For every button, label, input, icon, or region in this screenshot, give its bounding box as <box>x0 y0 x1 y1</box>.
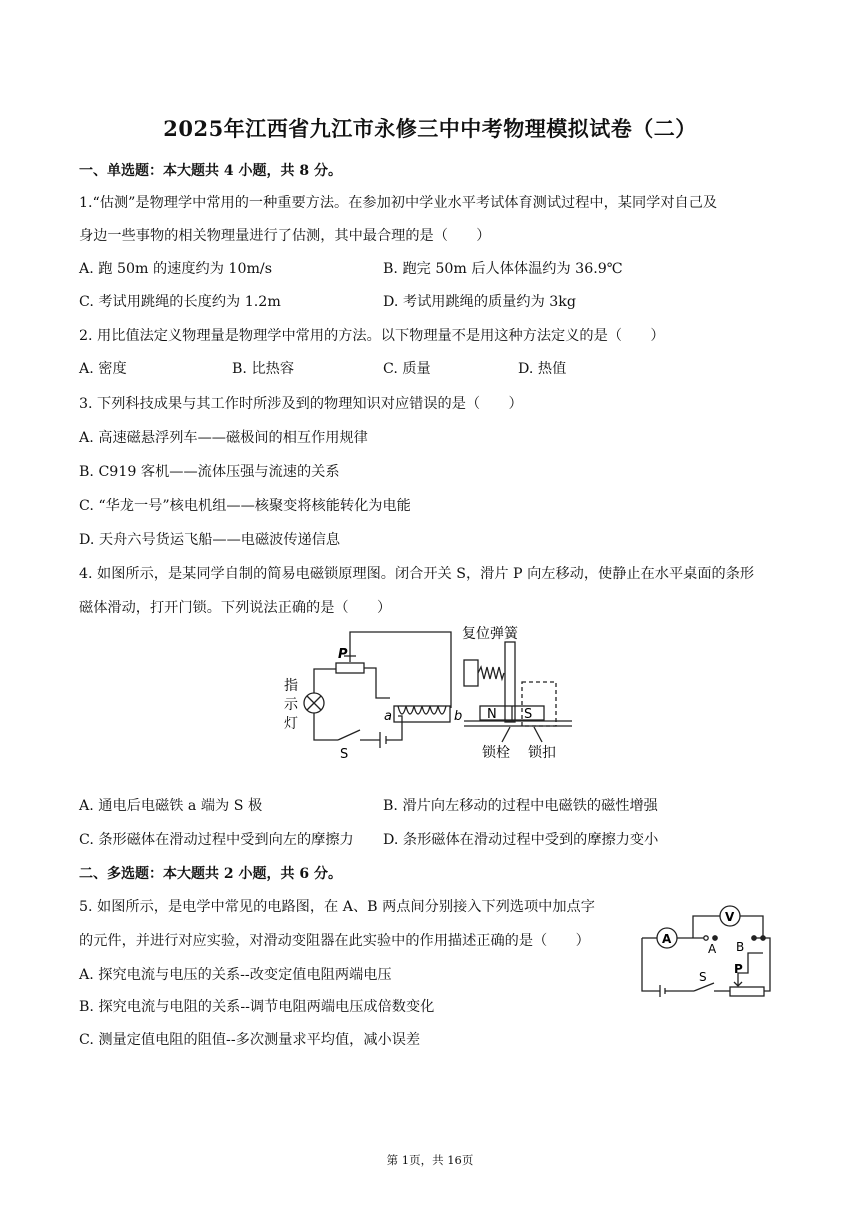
q4-option-d[interactable]: D. 条形磁体在滑动过程中受到的摩擦力变小 <box>383 832 659 848</box>
q5-option-c[interactable]: C. 测量定值电阻的阻值--多次测量求平均值，减小误差 <box>79 1032 421 1048</box>
fig4-lamp-label-2: 示 <box>284 697 298 713</box>
q4-stem-line1: 4. 如图所示，是某同学自制的简易电磁锁原理图。闭合开关 S，滑片 P 向左移动，使静止在水平桌面的条形 <box>79 566 755 582</box>
fig4-n-pole: N <box>487 707 497 722</box>
q5-stem-line1: 5. 如图所示，是电学中常见的电路图，在 A、B 两点间分别接入下列选项中加点字 <box>79 899 595 915</box>
fig5-point-a: A <box>708 942 717 956</box>
q4-stem-line2: 磁体滑动，打开门锁。下列说法正确的是（ ） <box>79 600 392 616</box>
fig4-p-label: P <box>338 647 348 662</box>
fig4-lamp-label-3: 灯 <box>284 716 298 732</box>
fig5-ammeter: A <box>662 932 672 946</box>
q5-stem-line2: 的元件，并进行对应实验，对滑动变阻器在此实验中的作用描述正确的是（ ） <box>79 933 590 949</box>
fig4-spring-label: 复位弹簧 <box>462 626 518 642</box>
q2-option-b[interactable]: B. 比热容 <box>232 361 295 377</box>
section-heading-1: 一、单选题：本大题共 4 小题，共 8 分。 <box>79 163 342 179</box>
q1-option-b[interactable]: B. 跑完 50m 后人体体温约为 36.9℃ <box>383 261 623 277</box>
q2-option-a[interactable]: A. 密度 <box>79 361 127 377</box>
electromagnetic-lock-figure <box>276 620 596 770</box>
q3-option-b[interactable]: B. C919 客机——流体压强与流速的关系 <box>79 464 340 480</box>
q5-option-a[interactable]: A. 探究电流与电压的关系--改变定值电阻两端电压 <box>79 967 392 983</box>
fig5-switch: S <box>699 970 707 984</box>
fig4-switch-label: S <box>340 747 349 762</box>
q3-option-d[interactable]: D. 天舟六号货运飞船——电磁波传递信息 <box>79 532 341 548</box>
q4-option-c[interactable]: C. 条形磁体在滑动过程中受到向左的摩擦力 <box>79 832 354 848</box>
q3-option-c[interactable]: C. “华龙一号”核电机组——核聚变将核能转化为电能 <box>79 498 411 514</box>
q1-option-a[interactable]: A. 跑 50m 的速度约为 10m/s <box>79 261 272 277</box>
q2-option-d[interactable]: D. 热值 <box>518 361 567 377</box>
fig4-buckle-label: 锁扣 <box>528 745 556 761</box>
fig4-s-pole: S <box>524 707 533 722</box>
q1-stem-line1: 1.“估测”是物理学中常用的一种重要方法。在参加初中学业水平考试体育测试过程中，某同学对自己及 <box>79 195 718 211</box>
q4-option-a[interactable]: A. 通电后电磁铁 a 端为 S 极 <box>79 798 263 814</box>
fig4-lamp-label-1: 指 <box>284 678 298 694</box>
q3-option-a[interactable]: A. 高速磁悬浮列车——磁极间的相互作用规律 <box>79 430 368 446</box>
fig5-point-b: B <box>736 940 745 954</box>
q5-option-b[interactable]: B. 探究电流与电阻的关系--调节电阻两端电压成倍数变化 <box>79 999 435 1015</box>
fig5-slider: P <box>734 962 743 976</box>
fig4-b-label: b <box>454 709 463 724</box>
q2-stem: 2. 用比值法定义物理量是物理学中常用的方法。以下物理量不是用这种方法定义的是（ ） <box>79 328 665 344</box>
q3-stem: 3. 下列科技成果与其工作时所涉及到的物理知识对应错误的是（ ） <box>79 396 523 412</box>
section-heading-2: 二、多选题：本大题共 2 小题，共 6 分。 <box>79 866 342 882</box>
q4-option-b[interactable]: B. 滑片向左移动的过程中电磁铁的磁性增强 <box>383 798 658 814</box>
q2-option-c[interactable]: C. 质量 <box>383 361 431 377</box>
q1-option-d[interactable]: D. 考试用跳绳的质量约为 3kg <box>383 294 576 310</box>
q1-option-c[interactable]: C. 考试用跳绳的长度约为 1.2m <box>79 294 281 310</box>
q1-stem-line2: 身边一些事物的相关物理量进行了估测，其中最合理的是（ ） <box>79 228 491 244</box>
circuit-figure <box>632 893 777 1001</box>
fig5-voltmeter: V <box>725 910 735 924</box>
page-footer: 第 1页，共 16页 <box>386 1153 474 1167</box>
page-title: 2025年江西省九江市永修三中中考物理模拟试卷（二） <box>163 116 697 141</box>
fig4-a-label: a <box>384 709 392 724</box>
fig4-bolt-label: 锁栓 <box>482 745 510 761</box>
